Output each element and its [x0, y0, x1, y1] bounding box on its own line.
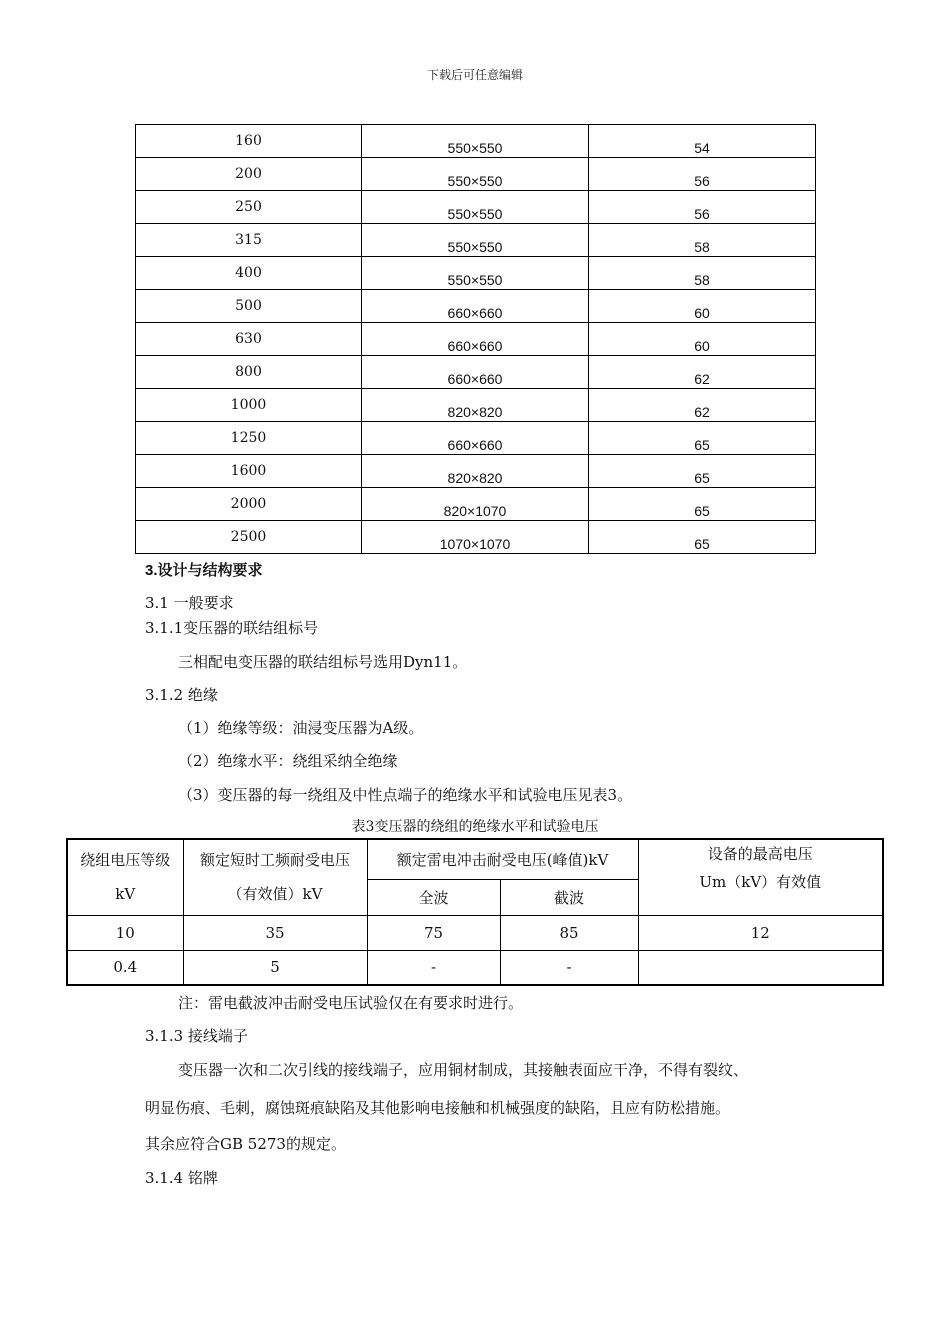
header-max-voltage: 设备的最高电压 Um（kV）有效值: [638, 839, 883, 915]
table-cell: 550×550: [362, 125, 589, 158]
terminals-body-line-2: 明显伤痕、毛刺，腐蚀斑痕缺陷及其他影响电接触和机械强度的缺陷，且应有防松措施。: [145, 1099, 731, 1117]
general-requirements-heading: 3.1 一般要求: [145, 594, 234, 612]
table-cell: 550×550: [362, 224, 589, 257]
page-header: 下载后可任意编辑: [426, 68, 523, 82]
table-row: [136, 290, 816, 323]
table-cell: 56: [589, 191, 816, 224]
terminals-heading: 3.1.3 接线端子: [145, 1027, 248, 1045]
table-cell: 2000: [136, 488, 362, 521]
table-cell: 65: [589, 455, 816, 488]
table3-caption: 表3变压器的绕组的绝缘水平和试验电压: [351, 819, 599, 835]
table-cell: 0.4: [67, 950, 183, 985]
table-cell: 550×550: [362, 158, 589, 191]
table-row: [136, 422, 816, 455]
table-cell: 660×660: [362, 323, 589, 356]
table-row: [136, 356, 816, 389]
table-row: [136, 125, 816, 158]
table-note: 注：雷电截波冲击耐受电压试验仅在有要求时进行。: [178, 994, 524, 1012]
table-cell: 1600: [136, 455, 362, 488]
table-cell: 550×550: [362, 257, 589, 290]
table-cell: 250: [136, 191, 362, 224]
table-row: [136, 257, 816, 290]
table-cell: 500: [136, 290, 362, 323]
table-cell: 60: [589, 323, 816, 356]
table-cell: 800: [136, 356, 362, 389]
header-power-frequency: 额定短时工频耐受电压 （有效值）kV: [183, 839, 367, 915]
connection-group-heading: 3.1.1变压器的联结组标号: [145, 619, 319, 637]
nameplate-heading: 3.1.4 铭牌: [145, 1169, 218, 1187]
insulation-item-1: （1）绝缘等级：油浸变压器为A级。: [178, 719, 424, 737]
insulation-item-3: （3）变压器的每一绕组及中性点端子的绝缘水平和试验电压见表3。: [178, 786, 633, 804]
table-cell: 85: [500, 915, 638, 950]
table-row: [136, 191, 816, 224]
terminals-body-line-1: 变压器一次和二次引线的接线端子，应用铜材制成，其接触表面应干净，不得有裂纹、: [178, 1061, 749, 1079]
table-row: [136, 488, 816, 521]
table-cell: 65: [589, 422, 816, 455]
table-cell: -: [367, 950, 500, 985]
table-cell: 820×1070: [362, 488, 589, 521]
table-cell: 56: [589, 158, 816, 191]
table-cell: 60: [589, 290, 816, 323]
table-cell: 65: [589, 521, 816, 554]
table-cell: 10: [67, 915, 183, 950]
header-winding-voltage: 绕组电压等级 kV: [67, 839, 183, 915]
table-row: [136, 224, 816, 257]
header-full-wave: 全波: [367, 879, 500, 915]
table-cell: 660×660: [362, 422, 589, 455]
table-cell: 2500: [136, 521, 362, 554]
terminals-body-line-3: 其余应符合GB 5273的规定。: [145, 1135, 346, 1153]
table-cell: 550×550: [362, 191, 589, 224]
table-row: [136, 323, 816, 356]
table-cell: 820×820: [362, 389, 589, 422]
table-cell: 160: [136, 125, 362, 158]
table-cell: 660×660: [362, 290, 589, 323]
header-chopped-wave: 截波: [500, 879, 638, 915]
table-row: [136, 521, 816, 554]
table-cell: [638, 950, 883, 985]
table-cell: 12: [638, 915, 883, 950]
table-row: [136, 389, 816, 422]
table-cell: 58: [589, 224, 816, 257]
table-cell: 630: [136, 323, 362, 356]
table-cell: 35: [183, 915, 367, 950]
table-cell: 660×660: [362, 356, 589, 389]
table-cell: 62: [589, 356, 816, 389]
table-cell: 400: [136, 257, 362, 290]
table-row: [136, 455, 816, 488]
capacity-table: [135, 124, 816, 554]
table-cell: 820×820: [362, 455, 589, 488]
header-lightning-impulse: 额定雷电冲击耐受电压(峰值)kV: [367, 839, 638, 879]
table-cell: 315: [136, 224, 362, 257]
table-cell: 1000: [136, 389, 362, 422]
section-title: 3.设计与结构要求: [145, 562, 263, 579]
insulation-table: [66, 838, 884, 986]
table-cell: 75: [367, 915, 500, 950]
table-row: [136, 158, 816, 191]
table-cell: 62: [589, 389, 816, 422]
insulation-heading: 3.1.2 绝缘: [145, 686, 218, 704]
table-cell: 5: [183, 950, 367, 985]
table-cell: 54: [589, 125, 816, 158]
table-cell: 1070×1070: [362, 521, 589, 554]
table-cell: -: [500, 950, 638, 985]
connection-group-body: 三相配电变压器的联结组标号选用Dyn11。: [178, 653, 468, 671]
table-cell: 200: [136, 158, 362, 191]
table-cell: 58: [589, 257, 816, 290]
table-cell: 1250: [136, 422, 362, 455]
insulation-item-2: （2）绝缘水平：绕组采纳全绝缘: [178, 752, 398, 770]
table-cell: 65: [589, 488, 816, 521]
